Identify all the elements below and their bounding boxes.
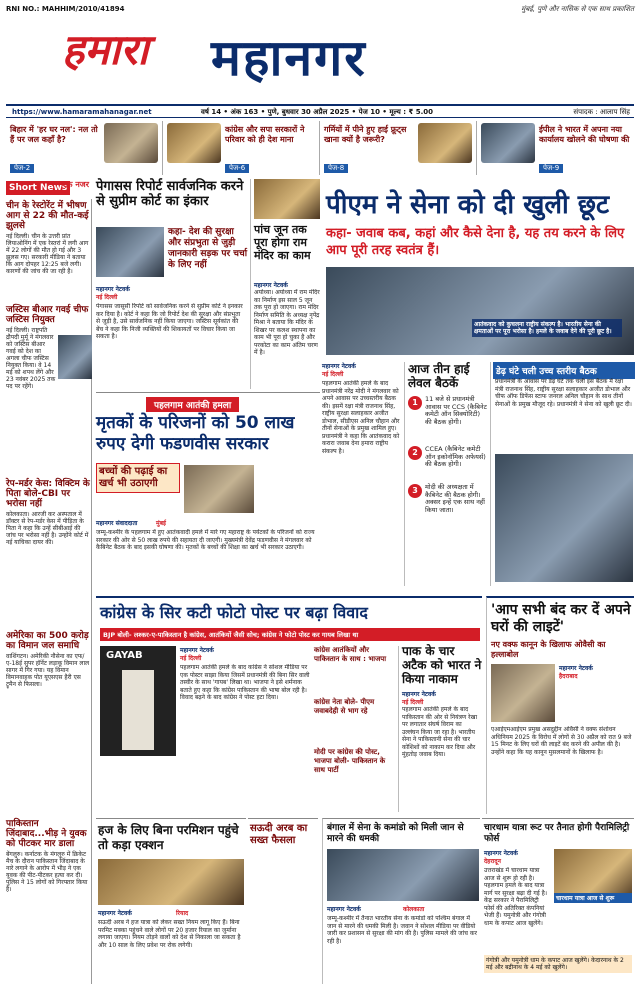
pahalgam-kicker: पहलगाम आतंकी हमला — [146, 397, 239, 412]
chardham-headline: चारधाम यात्रा रूट पर तैनात होगी पैरामिलिट्री फोर्स — [484, 823, 630, 844]
meeting-text: 11 बजे से प्रधानमंत्री आवास पर CCS (कैबिनेट कमेटी ऑन सिक्योरिटी) की बैठक होगी। — [425, 395, 487, 426]
bengal-photo — [327, 849, 479, 901]
short-news-header — [6, 179, 92, 199]
logo-mahanagar: महानगर — [211, 29, 367, 87]
owaisi-byline: महानगर नेटवर्क — [559, 665, 593, 672]
pages-label: पेज 10 — [358, 108, 380, 116]
bengal-story[interactable] — [322, 818, 480, 984]
teaser-image — [104, 123, 158, 163]
brief-title: जस्टिस बीआर गवई चीफ जस्टिस नियुक्त — [6, 305, 89, 325]
pak-attack-story[interactable] — [402, 644, 482, 814]
owaisi-dateline: हैदराबाद — [559, 673, 578, 680]
congress-byline: महानगर नेटवर्क — [180, 647, 214, 654]
brief-title: रेप-मर्डर केस: विक्टिम के पिता बोले-CBI पर भरोसा नहीं — [6, 479, 90, 509]
pahalgam-body: जम्मू-कश्मीर के पहलगाम में हुए आतंकवादी हमले में मारे गए महाराष्ट्र के पर्यटकों के परिजनों को राज्य सरकार की ओर से 50 लाख रुपये की सहायता दी जाएगी। मुख्यमंत्री देवेंद्र फडणवीस ने मंगलवार को कैबिनेट बैठक के बाद इसकी घोषणा की। मृतकों के बच्चों की शिक्षा का खर्च भी सरकार उठाएगी। — [96, 529, 315, 551]
brief-title: अमेरिका का 500 करोड़ का विमान जल समाधि — [6, 631, 89, 651]
teaser-item[interactable] — [6, 121, 163, 175]
figure-silhouette — [122, 670, 154, 750]
ram-mandir-headline: पांच जून तक पूरा होगा राम मंदिर का काम — [254, 223, 311, 262]
bengal-headline: बंगाल में सेना के कमांडो को मिली जान से मारने की धमकी — [327, 823, 464, 844]
pahalgam-callout: बच्चों की पढ़ाई का खर्च भी उठाएगी — [96, 463, 180, 493]
owaisi-body: एआईएमआईएम प्रमुख असदुद्दीन ओवैसी ने वक्फ संशोधन अधिनियम 2025 के विरोध में लोगों से 30 अप्रैल को रात 9 बजे 15 मिनट के लिए घरों की लाइटें बंद करने की अपील की है। उन्होंने कहा कि यह कानून मुसलमानों के खिलाफ है। — [491, 726, 632, 756]
teaser-item[interactable] — [320, 121, 477, 175]
brief-item[interactable] — [6, 819, 92, 893]
lead-headline: पीएम ने सेना को दी खुली छूट — [326, 190, 610, 220]
lead-body: पहलगाम आतंकी हमले के बाद प्रधानमंत्री नरेंद्र मोदी ने मंगलवार को अपने आवास पर उच्चस्तरीय बैठक की। इसमें रक्षा मंत्री राजनाथ सिंह, राष्ट्रीय सुरक्षा सलाहकार अजीत डोभाल, सीडीएस अनिल चौहान और तीनों सेनाओं के प्रमुख शामिल हुए। प्रधानमंत्री ने कहा कि आतंकवाद को करारा जवाब देना हमारा राष्ट्रीय संकल्प है। — [322, 380, 400, 455]
congress-dateline: नई दिल्ली — [180, 655, 202, 662]
brief-item[interactable] — [6, 201, 92, 275]
brief-body: बेंगलुरु। कर्नाटक के मंगलुरु में क्रिकेट मैच के दौरान पाकिस्तान जिंदाबाद के नारे लगाने के आरोप में भीड़ ने एक युवक की पीट-पीटकर हत्या कर दी। पुलिस ने 15 लोगों को गिरफ्तार किया है। — [6, 851, 88, 893]
army-meet-photo — [495, 454, 633, 582]
lead-photo-caption: आतंकवाद को कुचलना राष्ट्रीय संकल्प है। भारतीय सेना की क्षमताओं पर पूरा भरोसा है। हमले के जवाब देने की पूरी छूट है। — [472, 319, 622, 337]
congress-body: पहलगाम आतंकी हमले के बाद कांग्रेस ने सोशल मीडिया पर एक पोस्टर साझा किया जिसमें प्रधानमंत्री की बिना सिर वाली तस्वीर के साथ 'गायब' लिखा था। भाजपा ने इसे शर्मनाक बताते हुए कहा कि कांग्रेस पाकिस्तान की भाषा बोल रही है। विवाद बढ़ने के बाद कांग्रेस ने पोस्ट हटा दिया। — [180, 664, 310, 701]
website-link[interactable]: https://www.hamaramahanagar.net — [12, 108, 152, 116]
brief-body: नई दिल्ली। राष्ट्रपति द्रौपदी मुर्मू ने मंगलवार को जस्टिस बीआर गवई को देश का अगला चीफ जस्टिस नियुक्त किया। वे 14 मई को शपथ लेंगे और 23 नवंबर 2025 तक पद पर रहेंगे। — [6, 327, 56, 390]
army-meet-headline: डेढ़ घंटे चली उच्च स्तरीय बैठक — [493, 362, 635, 379]
bengal-dateline: कोलकाता — [403, 906, 425, 913]
saudi-story[interactable] — [248, 818, 318, 878]
teaser-text: ईपील ने भारत में अपना नया कार्यालय खोलने की घोषणा की — [539, 125, 630, 144]
chardham-story[interactable] — [482, 818, 634, 984]
congress-banner: BJP बोली- लश्कर-ए-पाकिस्तान है कांग्रेस, आतंकियों जैसी सोच; कांग्रेस ने फोटो पोस्ट कर गायब लिखा था — [100, 628, 480, 641]
haj-body: सऊदी अरब ने हज यात्रा को लेकर सख्त नियम लागू किए हैं। बिना परमिट मक्का पहुंचने वाले लोगों पर 20 हजार रियाल का जुर्माना लगाया जाएगा। नियम तोड़ने वालों को देश से निकाला जा सकता है और 10 साल के लिए प्रवेश पर रोक लगेगी। — [98, 919, 241, 949]
short-news-column — [6, 179, 92, 984]
meeting-number: 3 — [408, 484, 422, 498]
pegasus-story[interactable] — [96, 179, 248, 389]
pak-attack-byline: महानगर नेटवर्क — [402, 691, 436, 698]
chardham-photo-caption: चारधाम यात्रा आज से शुरू — [554, 893, 632, 903]
army-meet-body: प्रधानमंत्री के आवास पर डेढ़ घंटे तक चली इस बैठक में रक्षा मंत्री राजनाथ सिंह, राष्ट्रीय सुरक्षा सलाहकार अजीत डोभाल और चीफ ऑफ डिफेंस स्टाफ जनरल अनिल चौहान के साथ तीनों सेनाओं के प्रमुख मौजूद रहे। प्रधानमंत्री ने सेना को खुली छूट दी। — [495, 378, 632, 408]
meeting-number: 2 — [408, 446, 422, 460]
teaser-page: पेज-2 — [10, 164, 34, 173]
brief-title: पाकिस्तान जिंदाबाद...भीड़ ने युवक को पीटकर मार डाला — [6, 819, 87, 849]
teaser-item[interactable] — [163, 121, 320, 175]
editor-label: संपादक : आलाप सिंह — [573, 108, 630, 116]
gayab-poster — [100, 646, 176, 756]
brief-title: चीन के रेस्टोरेंट में भीषण आग से 22 की मौत-कई झुलसे — [6, 201, 89, 231]
ram-mandir-body: अयोध्या। अयोध्या में राम मंदिर का निर्माण इस साल 5 जून तक पूरा हो जाएगा। राम मंदिर निर्माण समिति के अध्यक्ष नृपेंद्र मिश्रा ने बताया कि मंदिर के शिखर पर कलश स्थापना का काम भी पूरा हो चुका है और परकोटा का काम अंतिम चरण में है। — [254, 289, 320, 356]
teaser-text: बिहार में 'हर घर नल': नल तो हैं पर जल कहाँ है? — [10, 125, 98, 144]
chardham-footer: गंगोत्री और यमुनोत्री धाम के कपाट आज खुलेंगे। केदारनाथ के 2 मई और बद्रीनाथ के 4 मई को खुलेंगे। — [484, 955, 632, 973]
meetings-box[interactable] — [404, 362, 488, 586]
pak-attack-body: पहलगाम आतंकी हमले के बाद पाकिस्तान की ओर से नियंत्रण रेखा पर लगातार संघर्ष विराम का उल्लंघन किया जा रहा है। भारतीय सेना ने पाकिस्तानी सेना की चार कोशिशों को नाकाम कर दिया और मुंहतोड़ जवाब दिया। — [402, 706, 478, 758]
rni-number: RNI NO.: MAHHIM/2010/41894 — [6, 5, 125, 13]
edition-info-bar — [6, 104, 634, 118]
haj-byline: महानगर नेटवर्क — [98, 910, 132, 917]
lead-body-column — [322, 362, 402, 586]
supreme-court-photo — [96, 227, 164, 277]
owaisi-headline: 'आप सभी बंद कर दें अपने घरों की लाइटें' — [491, 602, 631, 635]
brief-body: कोलकाता। आरजी कर अस्पताल में डॉक्टर से रेप-मर्डर केस में पीड़िता के पिता ने कहा कि उन्हें सीबीआई की जांच पर भरोसा नहीं है। उन्होंने कोर्ट में नई याचिका दायर की। — [6, 511, 89, 546]
fadnavis-photo — [184, 465, 254, 513]
pahalgam-headline: मृतकों के परिजनों को 50 लाख रुपए देगी फडणवीस सरकार — [96, 413, 295, 454]
ram-mandir-story[interactable] — [250, 179, 320, 389]
logo-hamara: हमारा — [62, 25, 149, 74]
brief-item[interactable] — [6, 631, 92, 688]
edition-meta: वर्ष 14 • अंक 163 • पुणे, बुधवार 30 अप्रैल 2025 • पेज 10 • मूल्य : ₹ 5.00 — [201, 108, 434, 116]
pahalgam-byline: महानगर संवाददाता — [96, 520, 138, 527]
teaser-text: कांग्रेस और सपा सरकारों ने परिवार को ही देश माना — [225, 125, 305, 144]
pahalgam-story[interactable] — [96, 392, 320, 592]
pak-attack-dateline: नई दिल्ली — [402, 699, 424, 706]
ram-mandir-photo — [254, 179, 320, 219]
brief-photo — [58, 335, 92, 379]
pegasus-body: पेगासस जासूसी रिपोर्ट को सार्वजनिक करने से सुप्रीम कोर्ट ने इनकार कर दिया है। कोर्ट ने कहा कि जो रिपोर्ट देश की सुरक्षा और संप्रभुता से जुड़ी है, उसे सार्वजनिक नहीं किया जाएगा। जस्टिस सूर्यकांत की बेंच ने कहा कि निजी व्यक्तियों की शिकायतों पर विचार किया जा सकता है। — [96, 303, 243, 340]
teaser-image — [481, 123, 535, 163]
owaisi-subhead: नए वक्फ कानून के खिलाफ ओवैसी का हल्लाबोल — [491, 640, 606, 659]
date-label: पुणे, बुधवार 30 अप्रैल 2025 — [267, 108, 350, 116]
meeting-item — [408, 396, 488, 426]
brief-body: वाशिंगटन। अमेरिकी नौसेना का एफ/ए-18ई सुपर हॉर्नेट लड़ाकू विमान लाल सागर में गिर गया। यह विमान विमानवाहक पोत यूएसएस हैरी एस ट्रूमैन से फिसला। — [6, 653, 90, 688]
mecca-photo — [98, 859, 244, 905]
haj-dateline: रियाद — [176, 910, 189, 917]
price-label: मूल्य : ₹ 5.00 — [389, 108, 434, 116]
top-line — [6, 3, 634, 17]
lead-byline: महानगर नेटवर्क — [322, 363, 356, 370]
pegasus-headline: पेगासस रिपोर्ट सार्वजनिक करने से सुप्रीम कोर्ट का इंकार — [96, 179, 244, 209]
teaser-image — [167, 123, 221, 163]
teaser-image — [418, 123, 472, 163]
bengal-body: जम्मू-कश्मीर में तैनात भारतीय सेना के कमांडो को पश्चिम बंगाल में जान से मारने की धमकी मिली है। जवान ने सोशल मीडिया पर वीडियो जारी कर प्रशासन से सुरक्षा की मांग की है। पुलिस मामले की जांच कर रही है। — [327, 915, 477, 945]
meeting-number: 1 — [408, 396, 422, 410]
teaser-item[interactable] — [477, 121, 634, 175]
congress-headline: कांग्रेस के सिर कटी फोटो पोस्ट पर बढ़ा विवाद — [100, 603, 368, 622]
brief-body: नई दिल्ली। चीन के उत्तरी प्रांत लियाओनिंग में एक रेस्तरां में लगी आग में 22 लोगों की मौत हो गई और 3 झुलस गए। सरकारी मीडिया ने बताया कि आग दोपहर 12:25 बजे लगी। कारणों की जांच की जा रही है। — [6, 233, 89, 275]
pahalgam-dateline: मुंबई — [156, 520, 166, 527]
chardham-dateline: देहरादून — [484, 858, 501, 865]
pak-attack-headline: पाक के चार अटैक को भारत ने किया नाकाम — [402, 644, 482, 686]
teaser-page: पेज-8 — [324, 164, 348, 173]
saudi-headline: सऊदी अरब का सख्त फैसला — [250, 823, 308, 846]
pegasus-quote: कहा- देश की सुरक्षा और संप्रभुता से जुड़ी जानकारी सड़क पर चर्चा के लिए नहीं — [168, 227, 248, 270]
lead-story[interactable] — [322, 179, 634, 359]
haj-headline: हज के लिए बिना परमिशन पहुंचे तो कड़ा एक्शन — [98, 823, 239, 852]
owaisi-photo — [491, 664, 555, 722]
teaser-text: गर्मियों में पीने हुए हाई फ्रूट्स खाना क्यों है जरूरी? — [324, 125, 407, 144]
lead-subhead: कहा- जवाब कब, कहां और कैसे देना है, यह तय करने के लिए आप पूरी तरह स्वतंत्र हैं। — [326, 226, 625, 258]
year-label: वर्ष 14 — [201, 108, 222, 116]
meeting-text: CCEA (कैबिनेट कमेटी ऑन इकोनॉमिक अफेयर्स) की बैठक होगी। — [425, 445, 486, 468]
chardham-byline: महानगर नेटवर्क — [484, 850, 518, 857]
column-divider — [398, 646, 399, 812]
bengal-byline: महानगर नेटवर्क — [327, 906, 361, 913]
brief-item[interactable] — [6, 305, 92, 390]
teaser-page: पेज-9 — [539, 164, 563, 173]
pegasus-dateline: नई दिल्ली — [96, 294, 118, 301]
teaser-page: पेज-6 — [225, 164, 249, 173]
masthead — [6, 16, 634, 91]
gayab-label: GAYAB — [106, 650, 143, 661]
owaisi-story[interactable] — [486, 596, 634, 814]
chardham-body: उत्तराखंड में चारधाम यात्रा आज से शुरू हो रही है। पहलगाम हमले के बाद यात्रा मार्ग पर सुरक्षा बढ़ा दी गई है। केंद्र सरकार ने पैरामिलिट्री फोर्स की अतिरिक्त कंपनियां भेजी हैं। यमुनोत्री और गंगोत्री धाम के कपाट आज खुलेंगे। — [484, 867, 548, 927]
meetings-headline: आज तीन हाई लेवल बैठकें — [408, 362, 470, 390]
edition-tagline: मुंबई, पुणे और नासिक से एक साथ प्रकाशित — [521, 5, 634, 13]
issue-label: अंक 163 — [230, 108, 259, 116]
congress-subhead: मोदी पर कांग्रेस की पोस्ट, भाजपा बोली- पाकिस्तान के साथ पार्टी — [314, 748, 386, 774]
pegasus-byline: महानगर नेटवर्क — [96, 286, 130, 293]
haj-story[interactable] — [96, 818, 246, 984]
meeting-item — [408, 484, 488, 514]
congress-subhead: कांग्रेस आतंकियों और पाकिस्तान के साथ : भाजपा — [314, 646, 387, 663]
lead-photo — [326, 267, 634, 355]
lead-dateline: नई दिल्ली — [322, 371, 344, 378]
short-news-label: Short News — [6, 181, 70, 195]
meeting-text: मोदी की अध्यक्षता में कैबिनेट की बैठक होगी। अक्सर इन्हें एक साथ नहीं किया जाता। — [425, 483, 485, 514]
teaser-strip — [6, 121, 634, 175]
ram-mandir-byline: महानगर नेटवर्क — [254, 282, 288, 289]
meeting-item — [408, 446, 488, 469]
brief-item[interactable] — [6, 479, 92, 546]
army-meet-story[interactable] — [490, 362, 634, 586]
ek-nazar-label: एक नजर — [62, 180, 90, 189]
congress-subhead: कांग्रेस नेता बोले- पीएम जवाबदेही से भाग रहे — [314, 698, 375, 715]
